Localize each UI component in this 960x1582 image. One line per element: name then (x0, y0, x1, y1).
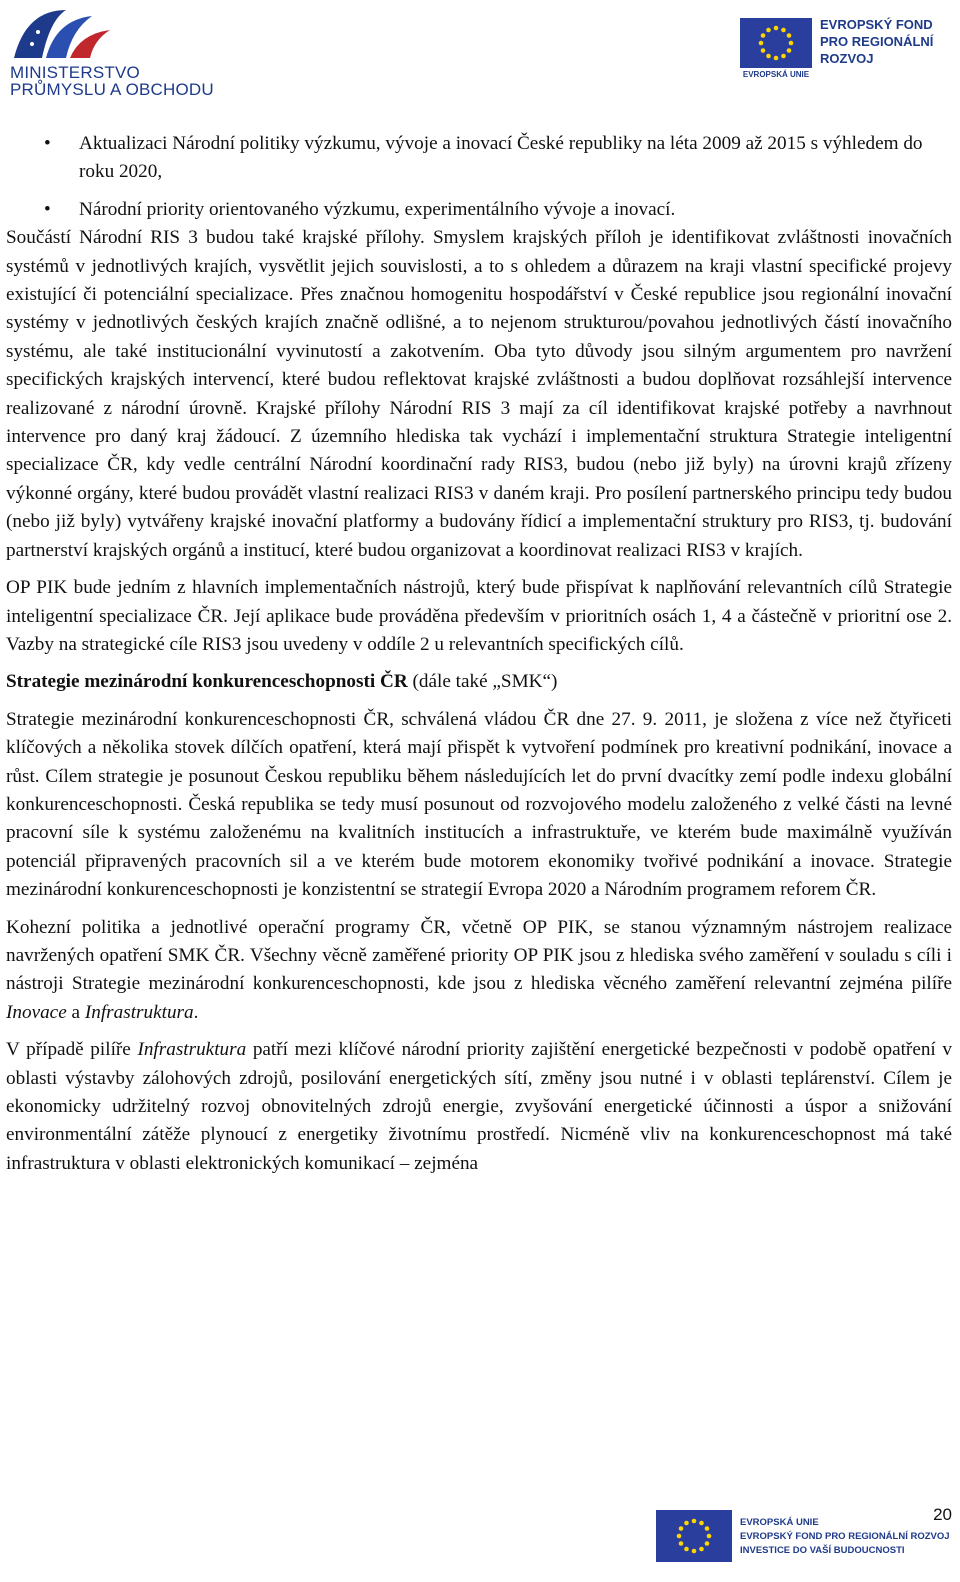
footer-line3: INVESTICE DO VAŠÍ BUDOUCNOSTI (740, 1545, 905, 1556)
term-infrastruktura: Infrastruktura (84, 1001, 194, 1023)
section-heading-bold: Strategie mezinárodní konkurenceschopnosti ČR (6, 671, 408, 693)
term-inovace: Inovace (6, 1001, 67, 1023)
footer-line2: EVROPSKÝ FOND PRO REGIONÁLNÍ ROZVOJ (740, 1531, 950, 1542)
eu-fund-logo (740, 16, 948, 80)
bullet-icon: • (44, 133, 51, 154)
ministry-name-line1: MINISTERSTVO (10, 63, 140, 82)
eu-flag-icon (740, 18, 812, 68)
ministry-emblem-icon (6, 4, 116, 64)
bullet-text: Národní priority orientovaného výzkumu, experimentálního vývoje a inovací. (79, 198, 676, 220)
paragraph-op-pik: OP PIK bude jedním z hlavních implementačních nástrojů, který bude přispívat k naplňování relevantních cílů Strategie inteligentní specializace ČR. Její aplikace bude prováděna především v prioritních osách 1, 4 a částečně v prioritní ose 2. Vazby na strategické cíle RIS3 jsou uvedeny v oddíle 2 u relevantních specifických cílů. (6, 577, 952, 655)
paragraph-text: a (66, 1001, 85, 1023)
bullet-item (6, 196, 952, 224)
eu-fund-name (820, 16, 933, 67)
paragraph-infrastructure (6, 1036, 952, 1178)
paragraph-smk: Strategie mezinárodní konkurenceschopnosti ČR, schválená vládou ČR dne 27. 9. 2011, je složena z více než čtyřiceti klíčových a několika stovek dílčích opatření, která mají přispět k vytvoření podmínek pro kreativní podnikání, inovace a růst. Cílem strategie je posunout Českou republiku během následujících let do první dvacítky zemí podle indexu globální konkurenceschopnosti. Česká republika se tedy musí posunout od rozvojového modelu založeného z velké části na levné pracovní síle k systému založenému na kvalitních institucích a infrastruktuře, ve kterém bude maximálně využíván potenciál připravených pracovních sil a ve kterém bude motorem ekonomiky tvořivé podnikání a inovace. Strategie mezinárodní konkurenceschopnosti je konzistentní se strategií Evropa 2020 a Národním programem reforem ČR. (6, 708, 952, 901)
bullet-icon: • (44, 198, 51, 220)
paragraph-ris3-regional: Součástí Národní RIS 3 budou také krajské přílohy. Smyslem krajských příloh je identifikovat zvláštnosti inovačních systémů v jednotlivých krajích, vysvětlit jejich souvislosti, a to s ohledem a důrazem na kraji vlastní specifické projevy existující či potenciální specializace. Přes značnou homogenitu hospodářství v České republice jsou regionální inovační systémy v jednotlivých českých krajích značně odlišné, a to nejenom strukturou/povahou jednotlivých částí inovačního systému, ale také institucionální vyvinutostí a zakotvením. Oba tyto důvody jsou silným argumentem pro navržení specifických krajských intervencí, které budou reflektovat krajské zvláštnosti a budou doplňovat rozsáhlejší intervence realizované z národní úrovně. Krajské přílohy Národní RIS 3 mají za cíl identifikovat krajské potřeby a navrhnout intervence pro daný kraj žádoucí. Z územního hlediska tak vychází i implementační struktura Strategie inteligentní specializace ČR, kdy vedle centrální Národní koordinační rady RIS3, budou (nebo již byly) na úrovni krajů zřízeny výkonné orgány, které budou provádět vlastní realizaci RIS3 v daném kraji. Pro posílení partnerského principu tedy budou (nebo již byly) vytvářeny krajské inovační platformy a budovány řídicí a implementační struktury pro RIS3, tj. budování partnerství krajských orgánů a institucí, které budou organizovat a koordinovat realizaci RIS3 v krajích. (6, 227, 952, 561)
fund-name-line3: ROZVOJ (820, 51, 874, 66)
section-heading-rest: (dále také „SMK“) (407, 671, 558, 693)
term-infrastruktura: Infrastruktura (137, 1039, 247, 1061)
footer-eu-logo (656, 1506, 952, 1566)
bullet-item (6, 130, 952, 187)
footer-eu-text (740, 1516, 950, 1558)
ministry-name (10, 64, 214, 98)
section-heading-smk (6, 668, 952, 696)
eu-flag-caption: EVROPSKÁ UNIE (742, 70, 810, 79)
page-number: 20 (933, 1505, 952, 1524)
ministry-logo (6, 4, 221, 99)
ministry-name-line2: PRŮMYSLU A OBCHODU (10, 80, 214, 99)
paragraph-text: Kohezní politika a jednotlivé operační programy ČR, včetně OP PIK, se stanou významným nástrojem realizace navržených opatření SMK ČR. Všechny věcně zaměřené priority OP PIK jsou z hlediska svého zaměření v souladu s cíli i nástroji Strategie mezinárodní konkurenceschopnosti, kde jsou z hlediska věcného zaměření relevantní zejména pilíře (6, 916, 952, 995)
bullet-text: Aktualizaci Národní politiky výzkumu, vývoje a inovací České republiky na léta 2009 až 2015 s výhledem do roku 2020, (79, 133, 923, 183)
fund-name-line1: EVROPSKÝ FOND (820, 17, 933, 32)
paragraph-text: V případě pilíře (6, 1039, 138, 1061)
fund-name-line2: PRO REGIONÁLNÍ (820, 34, 934, 49)
paragraph-text: patří mezi klíčové národní priority zajištění energetické bezpečnosti v podobě opatření v oblasti výstavby zálohových zdrojů, posilování energetických sítí, změny jsou nutné i v oblasti teplárenství. Cílem je ekonomicky udržitelný rozvoj obnovitelných zdrojů energie, zvyšování energetické účinnosti a úspor a snižování environmentální zátěže plynoucí z energetiky životnímu prostředí. Nicméně vliv na konkurenceschopnost má také infrastruktura v oblasti elektronických komunikací – zejména (6, 1039, 952, 1174)
paragraph-cohesion (6, 914, 952, 1028)
paragraph-text: . (193, 1001, 199, 1023)
eu-flag-icon (656, 1510, 732, 1562)
footer-line1: EVROPSKÁ UNIE (740, 1517, 819, 1528)
document-body (6, 130, 952, 1178)
